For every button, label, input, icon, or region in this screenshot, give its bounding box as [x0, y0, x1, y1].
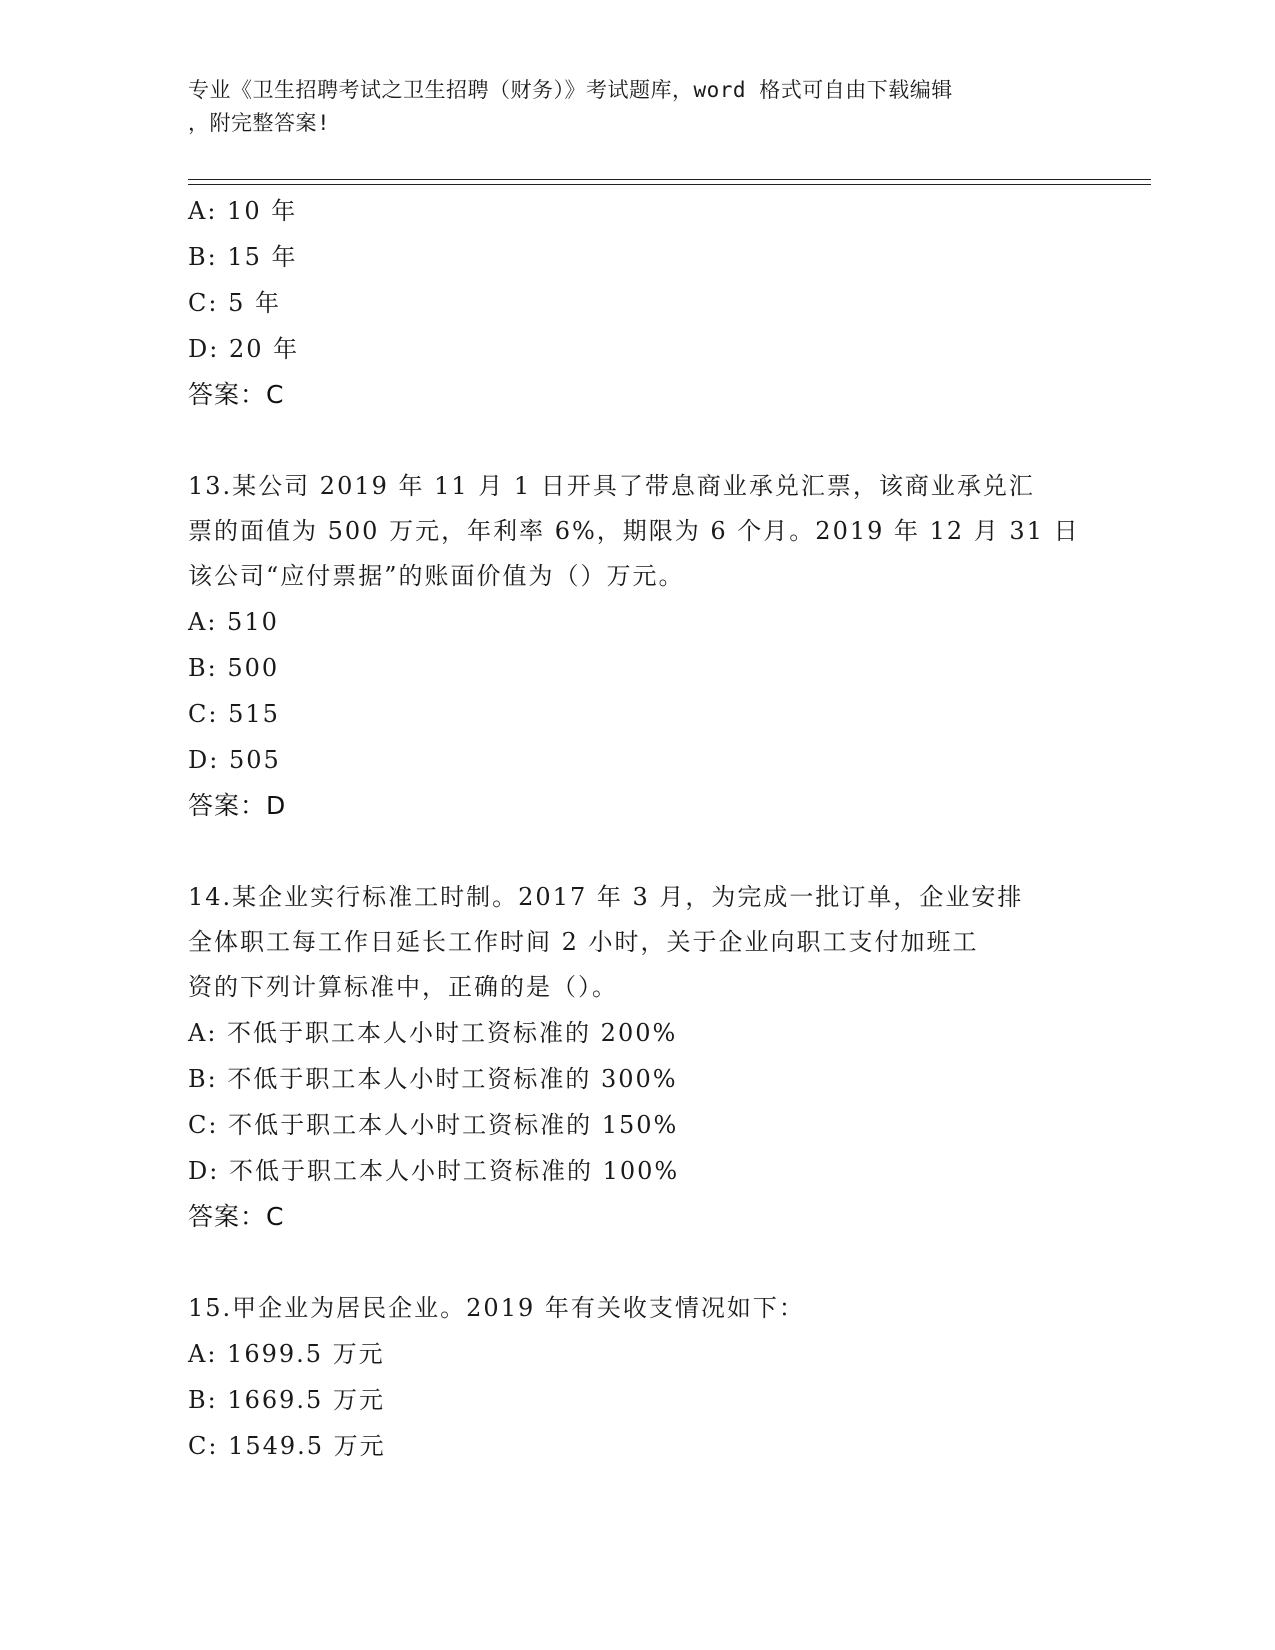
question-text-line: 全体职工每工作日延长工作时间 2 小时，关于企业向职工支付加班工	[188, 928, 979, 956]
question-text-line: 资的下列计算标准中，正确的是（）。	[188, 973, 618, 1001]
option-a: A: 不低于职工本人小时工资标准的 200%	[188, 1019, 678, 1047]
question-text-line: 13.某公司 2019 年 11 月 1 日开具了带息商业承兑汇票，该商业承兑汇	[188, 472, 1035, 500]
option-b: B: 500	[188, 654, 280, 682]
option-b: B: 15 年	[188, 243, 298, 271]
option-a: A: 10 年	[188, 197, 298, 225]
option-a: A: 1699.5 万元	[188, 1340, 385, 1368]
question-12-continued	[188, 188, 1088, 418]
header-line-2: ，附完整答案!	[188, 111, 331, 135]
spacer	[188, 1240, 1088, 1286]
answer-line: 答案：C	[188, 1202, 285, 1231]
question-15	[188, 1286, 1088, 1469]
option-b: B: 不低于职工本人小时工资标准的 300%	[188, 1065, 678, 1093]
spacer	[188, 418, 1088, 464]
option-a: A: 510	[188, 608, 279, 636]
question-14	[188, 875, 1088, 1240]
option-d: D: 505	[188, 746, 281, 774]
question-13	[188, 464, 1088, 829]
document-body	[188, 188, 1088, 1469]
option-c: C: 515	[188, 700, 280, 728]
option-d: D: 20 年	[188, 335, 300, 363]
question-text-line: 票的面值为 500 万元，年利率 6%，期限为 6 个月。2019 年 12 月 31 日	[188, 517, 1080, 545]
header-divider-top	[188, 179, 1151, 180]
header-line-1: 专业《卫生招聘考试之卫生招聘（财务）》考试题库，word 格式可自由下载编辑	[188, 78, 953, 102]
option-b: B: 1669.5 万元	[188, 1386, 385, 1414]
option-c: C: 1549.5 万元	[188, 1432, 386, 1460]
question-text-line: 该公司“应付票据”的账面价值为（）万元。	[188, 562, 685, 590]
document-header	[188, 74, 1068, 140]
spacer	[188, 829, 1088, 875]
header-divider-bottom	[188, 184, 1151, 185]
answer-line: 答案：C	[188, 380, 285, 409]
option-c: C: 不低于职工本人小时工资标准的 150%	[188, 1111, 679, 1139]
option-d: D: 不低于职工本人小时工资标准的 100%	[188, 1157, 680, 1185]
option-c: C: 5 年	[188, 289, 281, 317]
question-text-line: 15.甲企业为居民企业。2019 年有关收支情况如下：	[188, 1294, 805, 1322]
question-text-line: 14.某企业实行标准工时制。2017 年 3 月，为完成一批订单，企业安排	[188, 883, 1024, 911]
answer-line: 答案：D	[188, 791, 287, 820]
